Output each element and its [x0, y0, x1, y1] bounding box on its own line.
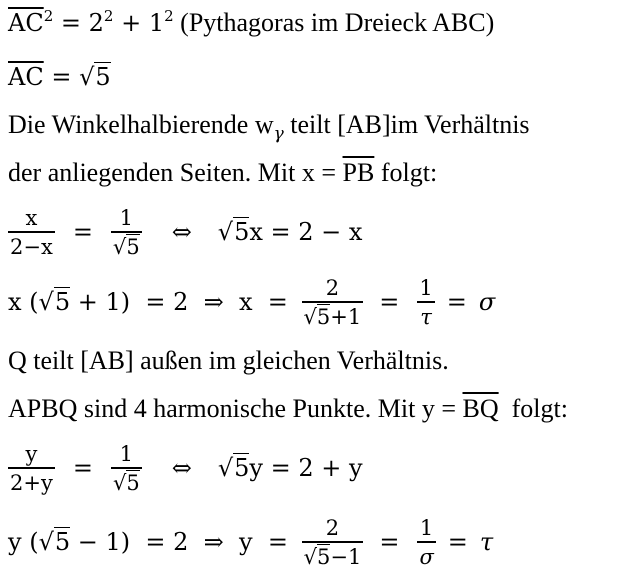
denominator: [111, 467, 142, 496]
term-one: 1: [148, 9, 165, 37]
text-segment: folgt:: [374, 158, 438, 187]
radicand: 5: [234, 218, 250, 246]
text-segment: folgt:: [498, 394, 568, 423]
denominator: [302, 541, 364, 570]
solve-y-equation: [8, 512, 493, 572]
pythagoras-note: (Pythagoras im Dreieck ABC): [173, 8, 495, 37]
pythagoras-equation: [8, 8, 494, 38]
equals-sign: =: [379, 288, 400, 316]
radicand: 5: [126, 470, 140, 495]
root-sign: √: [112, 470, 127, 495]
root-sign: √: [303, 544, 317, 569]
equation-middle: + 1) = 2 ⇒ x =: [70, 288, 296, 316]
root-sign: √: [112, 234, 127, 259]
segment-ac: $\overline{AC}$: [8, 9, 44, 37]
segment-bq: $\overline{BQ}$: [462, 394, 499, 423]
ac-result: [8, 62, 111, 92]
tau-symbol: τ: [479, 528, 494, 556]
numerator: 1: [119, 441, 133, 466]
denominator: 2−x: [8, 231, 55, 260]
numerator: x: [25, 205, 38, 230]
equation-middle: − 1) = 2 ⇒ y =: [70, 528, 296, 556]
root-sign: √: [217, 218, 234, 246]
equation-rest: y = 2 + y: [249, 454, 363, 482]
denominator: σ: [417, 541, 435, 570]
equation-rest: x = 2 − x: [249, 218, 363, 246]
root-sign: √: [79, 63, 95, 91]
fraction-one-over-tau: [417, 275, 434, 330]
segment-pb: $\overline{PB}$: [342, 158, 375, 187]
gamma-subscript: γ: [273, 124, 284, 144]
root-sign: √: [303, 304, 317, 329]
plus-sign: +: [113, 9, 149, 37]
equals-sign: =: [53, 9, 89, 37]
text-segment: APBQ sind 4 harmonische Punkte. Mit y =: [8, 394, 463, 423]
bisector-text: [8, 110, 530, 144]
segment-ac: $\overline{AC}$: [8, 63, 44, 91]
equals-sign: =: [43, 63, 80, 91]
denominator: [302, 301, 364, 330]
numerator: y: [25, 441, 38, 466]
equals-sign: =: [72, 454, 93, 482]
fraction-two-over-root5-minus-1: [302, 515, 364, 570]
plus-one: +1: [330, 304, 362, 329]
text-segment: Q teilt [AB] außen im gleichen Verhältnis.: [8, 346, 449, 375]
equivalence-sign: ⇔: [171, 218, 192, 246]
equals-sign: =: [446, 288, 467, 316]
denominator: τ: [417, 301, 434, 330]
radicand: 5: [54, 528, 71, 556]
harmonic-points-text: [8, 394, 568, 424]
equals-sign: =: [447, 528, 468, 556]
fraction-one-over-root5: [111, 205, 142, 260]
text-segment: Die Winkelhalbierende w: [8, 110, 274, 139]
numerator: 1: [419, 515, 434, 540]
exponent: 2: [164, 7, 174, 25]
square-root: [79, 62, 111, 92]
ratio-equation-y: [8, 438, 363, 498]
fraction-one-over-sigma: [417, 515, 435, 570]
square-root: [218, 217, 250, 247]
exponent: 2: [43, 7, 54, 25]
text-segment: der anliegenden Seiten. Mit x =: [8, 158, 343, 187]
fraction-x: [8, 205, 55, 260]
radicand: 5: [126, 234, 140, 259]
numerator: 1: [119, 205, 133, 230]
equals-sign: =: [72, 218, 93, 246]
fraction-one-over-root5: [111, 441, 142, 496]
fraction-y: [8, 441, 55, 496]
square-root: [39, 527, 71, 557]
solve-x-equation: [8, 272, 495, 332]
radicand: 5: [234, 454, 250, 482]
ratio-equation-x: [8, 202, 362, 262]
term-two: 2: [88, 9, 104, 37]
radicand: 5: [316, 304, 331, 329]
text-segment: y (: [8, 528, 39, 556]
root-sign: √: [217, 454, 234, 482]
denominator: 2+y: [8, 467, 55, 496]
equivalence-sign: ⇔: [171, 454, 192, 482]
square-root: [39, 287, 71, 317]
numerator: 2: [325, 275, 340, 300]
root-sign: √: [38, 528, 54, 556]
minus-one: −1: [330, 544, 362, 569]
sides-text: [8, 158, 437, 188]
text-segment: teilt [AB]im Verhältnis: [283, 110, 530, 139]
q-division-text: [8, 346, 449, 376]
fraction-two-over-root5-plus-1: [302, 275, 364, 330]
numerator: 1: [419, 275, 433, 300]
sigma-symbol: σ: [478, 288, 496, 316]
radicand: 5: [316, 544, 331, 569]
denominator: [111, 231, 142, 260]
equals-sign: =: [379, 528, 400, 556]
radicand: 5: [95, 63, 111, 91]
exponent: 2: [103, 7, 114, 25]
root-sign: √: [38, 288, 54, 316]
radicand: 5: [54, 288, 71, 316]
text-segment: x (: [8, 288, 39, 316]
numerator: 2: [325, 515, 340, 540]
square-root: [218, 453, 250, 483]
